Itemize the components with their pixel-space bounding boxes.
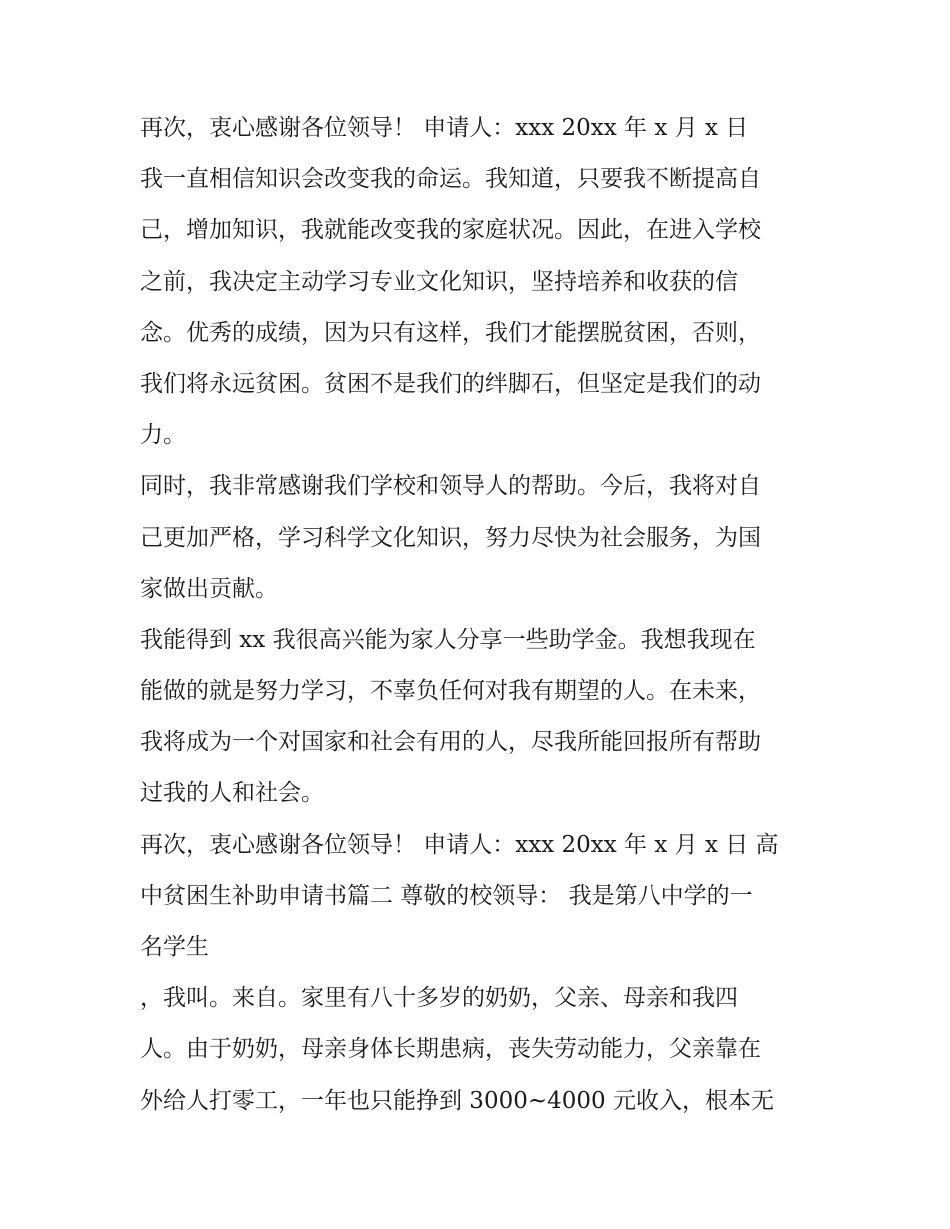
text-line: 力。 [140,422,186,449]
text-line: 过我的人和社会。 [140,780,324,807]
text-line: 己更加严格，学习科学文化知识，努力尽快为社会服务，为国 [140,524,761,551]
text-line: 我能得到 xx 我很高兴能为家人分享一些助学金。我想我现在 [140,626,756,653]
text-line: 念。优秀的成绩，因为只有这样，我们才能摆脱贫困，否则， [140,319,761,346]
text-line: 之前，我决定主动学习专业文化知识，坚持培养和收获的信 [140,268,738,295]
text-line: 己，增加知识，我就能改变我的家庭状况。因此，在进入学校 [140,217,761,244]
text-line: 能做的就是努力学习，不辜负任何对我有期望的人。在未来， [140,678,761,705]
text-line: 再次，衷心感谢各位领导！ 申请人：xxx 20xx 年 x 月 x 日 高 [140,831,779,858]
text-line: 中贫困生补助申请书篇二 尊敬的校领导： 我是第八中学的一 [140,882,753,909]
text-line: 同时，我非常感谢我们学校和领导人的帮助。今后，我将对自 [140,473,761,500]
document-body [140,103,820,1127]
text-line: 人。由于奶奶，母亲身体长期患病，丧失劳动能力，父亲靠在 [140,1036,761,1063]
text-line: 再次，衷心感谢各位领导！ 申请人：xxx 20xx 年 x 月 x 日 [140,115,749,141]
text-line: 我们将永远贫困。贫困不是我们的绊脚石，但坚定是我们的动 [140,370,761,397]
text-line: ，我叫。来自。家里有八十多岁的奶奶，父亲、母亲和我四 [140,985,738,1012]
text-line: 我将成为一个对国家和社会有用的人，尽我所能回报所有帮助 [140,729,761,756]
text-line: 外给人打零工，一年也只能挣到 3000~4000 元收入，根本无 [140,1087,774,1114]
text-line: 我一直相信知识会改变我的命运。我知道，只要我不断提高自 [140,166,761,193]
text-line: 名学生 [140,934,209,960]
text-line: 家做出贡献。 [140,575,278,602]
